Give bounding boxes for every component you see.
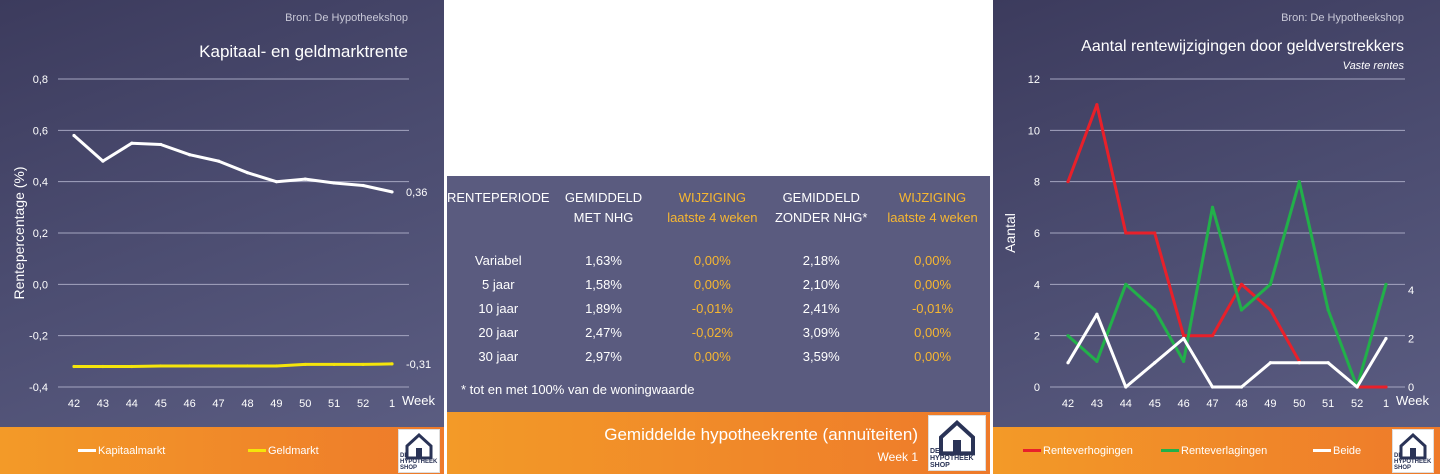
data-point	[1240, 283, 1243, 286]
x-tick-label: 44	[1119, 398, 1132, 410]
data-point	[1355, 385, 1358, 388]
cell-change-no-nhg: 0,00%	[914, 324, 952, 340]
data-point	[304, 178, 307, 181]
cell-avg-nhg: 1,89%	[585, 300, 622, 316]
y-tick-label: 2	[1033, 330, 1040, 343]
legend-item-renteverhogingen	[1023, 427, 1133, 474]
data-point	[1124, 231, 1127, 234]
y-tick-label: 0,4	[32, 176, 48, 189]
cell-change-nhg: -0,02%	[691, 324, 733, 340]
series-line	[74, 364, 392, 367]
y-tick-label: -0,2	[29, 330, 48, 343]
cell-change-no-nhg: 0,00%	[914, 252, 952, 268]
data-point	[1327, 361, 1330, 364]
hypotheekshop-logo	[1392, 429, 1434, 473]
cell-change-no-nhg: 0,00%	[914, 348, 952, 364]
data-point	[1298, 361, 1301, 364]
week-label: Week 1	[877, 450, 918, 464]
legend-label: Renteverhogingen	[1043, 444, 1133, 457]
x-tick-label: 43	[1090, 398, 1104, 410]
cell-avg-no-nhg: 3,59%	[802, 348, 840, 364]
data-point	[361, 184, 364, 187]
x-tick-label: 43	[96, 398, 110, 410]
col-header-period: RENTEPERIODE	[447, 190, 550, 205]
table-header-row	[447, 176, 990, 232]
table-row	[447, 320, 990, 344]
data-point	[246, 364, 249, 367]
data-point	[1269, 283, 1272, 286]
table-footer	[447, 412, 990, 474]
col-header-change-nhg: WIJZIGING laatste 4 weken	[667, 190, 758, 225]
data-point	[1240, 385, 1243, 388]
x-axis-label: Week	[1396, 393, 1429, 408]
data-point	[72, 134, 75, 137]
y2-tick-label: 4	[1408, 285, 1415, 297]
data-point	[275, 364, 278, 367]
capital-market-chart	[0, 0, 444, 427]
data-point	[130, 365, 133, 368]
series-line	[1068, 314, 1386, 387]
x-tick-label: 52	[1350, 398, 1364, 410]
data-point	[1153, 361, 1156, 364]
x-tick-label: 45	[1148, 398, 1161, 410]
series-line	[1068, 105, 1386, 387]
legend-swatch	[1161, 449, 1179, 452]
data-point	[1240, 308, 1243, 311]
table-row	[447, 248, 990, 272]
chart-title: Aantal rentewijzigingen door geldverstrekkers	[1081, 38, 1404, 55]
y-axis-label: Aantal	[1002, 213, 1018, 253]
data-point	[217, 364, 220, 367]
cell-avg-nhg: 1,63%	[585, 252, 622, 268]
y-tick-label: 0,8	[32, 74, 48, 86]
legend-item-geldmarkt	[248, 427, 319, 474]
source-label: Bron: De Hypotheekshop	[285, 12, 408, 24]
cell-avg-no-nhg: 2,41%	[802, 300, 840, 316]
y-tick-label: 6	[1033, 228, 1040, 240]
legend-label: Beide	[1333, 444, 1362, 457]
data-point	[1095, 313, 1098, 316]
x-tick-label: 44	[125, 398, 138, 410]
x-tick-label: 50	[299, 398, 312, 410]
x-tick-label: 49	[1264, 398, 1277, 410]
hypotheekshop-logo	[928, 415, 986, 471]
data-point	[1124, 385, 1127, 388]
data-point	[1211, 385, 1214, 388]
data-point	[361, 363, 364, 366]
rates-table	[447, 176, 990, 368]
cell-avg-no-nhg: 3,09%	[802, 324, 840, 340]
data-point	[1269, 308, 1272, 311]
legend-item-beide	[1313, 427, 1361, 474]
x-axis-label: Week	[402, 393, 435, 408]
col-header-avg-no-nhg: GEMIDDELD ZONDER NHG*	[774, 190, 868, 225]
cell-avg-no-nhg: 2,10%	[802, 276, 840, 292]
data-label: 0,36	[406, 186, 428, 199]
data-point	[159, 143, 162, 146]
legend-swatch	[1313, 449, 1331, 452]
data-point	[1384, 283, 1387, 286]
y2-tick-label: 2	[1408, 333, 1415, 346]
x-tick-label: 48	[1235, 398, 1248, 410]
data-point	[1182, 334, 1185, 337]
hypotheekshop-logo	[398, 429, 440, 473]
cell-period: 5 jaar	[482, 276, 515, 292]
cell-change-no-nhg: 0,00%	[914, 276, 952, 292]
data-point	[1384, 385, 1387, 388]
data-point	[72, 365, 75, 368]
table-row	[447, 272, 990, 296]
data-point	[1095, 360, 1098, 363]
series-line	[74, 136, 392, 192]
y-tick-label: 0,6	[32, 125, 48, 138]
x-tick-label: 52	[356, 398, 370, 410]
legend-swatch	[1023, 449, 1041, 452]
col-header-avg-nhg: GEMIDDELD MET NHG	[564, 190, 643, 225]
source-label: Bron: De Hypotheekshop	[1281, 12, 1404, 24]
legend-item-kapitaalmarkt	[78, 427, 165, 474]
data-point	[390, 362, 393, 365]
logo-text: DE HYPOTHEEK SHOP	[930, 448, 974, 469]
x-tick-label: 49	[270, 398, 283, 410]
cell-period: 20 jaar	[478, 324, 519, 340]
y-tick-label: 8	[1033, 176, 1040, 189]
x-tick-label: 46	[1177, 398, 1190, 410]
data-point	[1066, 334, 1069, 337]
rates-table-panel	[447, 176, 990, 412]
data-label: -0,31	[406, 358, 432, 371]
logo-text: DE HYPOTHEEK SHOP	[400, 453, 438, 471]
y-tick-label: 10	[1027, 125, 1040, 138]
chart-title: Kapitaal- en geldmarktrente	[199, 42, 408, 61]
col-header-change-no-nhg: WIJZIGING laatste 4 weken	[887, 190, 978, 225]
y-axis-label: Rentepercentage (%)	[11, 166, 27, 300]
cell-change-nhg: 0,00%	[693, 252, 731, 268]
data-point	[304, 363, 307, 366]
cell-period: 10 jaar	[478, 300, 519, 316]
data-point	[1327, 308, 1330, 311]
table-row	[447, 296, 990, 320]
data-point	[101, 160, 104, 163]
x-tick-label: 51	[1322, 398, 1335, 410]
table-row	[447, 344, 990, 368]
legend-label: Geldmarkt	[268, 444, 319, 457]
x-tick-label: 51	[328, 398, 341, 410]
x-tick-label: 50	[1293, 398, 1306, 410]
data-point	[217, 160, 220, 163]
footnote: * tot en met 100% van de woningwaarde	[461, 382, 695, 397]
cell-period: 30 jaar	[478, 348, 519, 364]
x-tick-label: 42	[1061, 398, 1075, 410]
y-tick-label: 0,0	[32, 279, 48, 292]
data-point	[1211, 334, 1214, 337]
rate-changes-chart	[993, 0, 1440, 427]
x-tick-label: 46	[183, 398, 196, 410]
cell-avg-nhg: 1,58%	[585, 276, 622, 292]
legend-label: Kapitaalmarkt	[98, 444, 166, 457]
table-title: Gemiddelde hypotheekrente (annuïteiten)	[604, 425, 918, 444]
logo-text: DE HYPOTHEEK SHOP	[1394, 453, 1432, 471]
capital-market-panel	[0, 0, 444, 474]
cell-change-nhg: 0,00%	[693, 348, 731, 364]
y-tick-label: -0,4	[29, 382, 48, 394]
y-tick-label: 0,2	[32, 228, 48, 240]
data-point	[333, 363, 336, 366]
legend-bar	[0, 427, 444, 474]
data-point	[275, 180, 278, 183]
data-point	[1182, 337, 1185, 340]
data-point	[1211, 206, 1214, 209]
data-point	[1298, 180, 1301, 183]
legend-bar	[993, 427, 1440, 474]
x-tick-label: 42	[67, 398, 81, 410]
chart-subtitle: Vaste rentes	[1342, 60, 1404, 72]
cell-change-nhg: 0,00%	[693, 276, 731, 292]
data-point	[159, 364, 162, 367]
data-point	[1153, 231, 1156, 234]
data-point	[130, 142, 133, 145]
y-tick-label: 12	[1027, 74, 1040, 86]
data-point	[1384, 337, 1387, 340]
cell-change-no-nhg: -0,01%	[911, 300, 954, 316]
cell-change-nhg: -0,01%	[691, 300, 733, 316]
data-point	[1153, 308, 1156, 311]
cell-avg-no-nhg: 2,18%	[802, 252, 840, 268]
y2-tick-label: 0	[1408, 382, 1415, 394]
x-tick-label: 47	[1206, 398, 1219, 410]
legend-label: Renteverlagingen	[1181, 444, 1268, 457]
legend-swatch	[248, 449, 266, 452]
data-point	[188, 364, 191, 367]
cell-period: Variabel	[474, 252, 522, 268]
data-point	[390, 190, 393, 193]
cell-avg-nhg: 2,47%	[585, 324, 622, 340]
data-point	[1269, 361, 1272, 364]
data-point	[246, 171, 249, 174]
x-tick-label: 1	[388, 398, 396, 410]
x-tick-label: 1	[1382, 398, 1390, 410]
data-point	[188, 153, 191, 156]
data-point	[1095, 103, 1098, 106]
data-point	[1182, 360, 1185, 363]
x-tick-label: 47	[212, 398, 225, 410]
y-tick-label: 0	[1033, 382, 1040, 394]
data-point	[101, 365, 104, 368]
data-point	[1066, 180, 1069, 183]
legend-swatch	[78, 449, 96, 452]
data-point	[1124, 283, 1127, 286]
data-point	[1066, 361, 1069, 364]
cell-avg-nhg: 2,97%	[585, 348, 622, 364]
x-tick-label: 45	[154, 398, 167, 410]
data-point	[333, 181, 336, 184]
legend-item-renteverlagingen	[1161, 427, 1267, 474]
rate-changes-panel	[993, 0, 1440, 474]
x-tick-label: 48	[241, 398, 254, 410]
y-tick-label: 4	[1033, 279, 1040, 292]
